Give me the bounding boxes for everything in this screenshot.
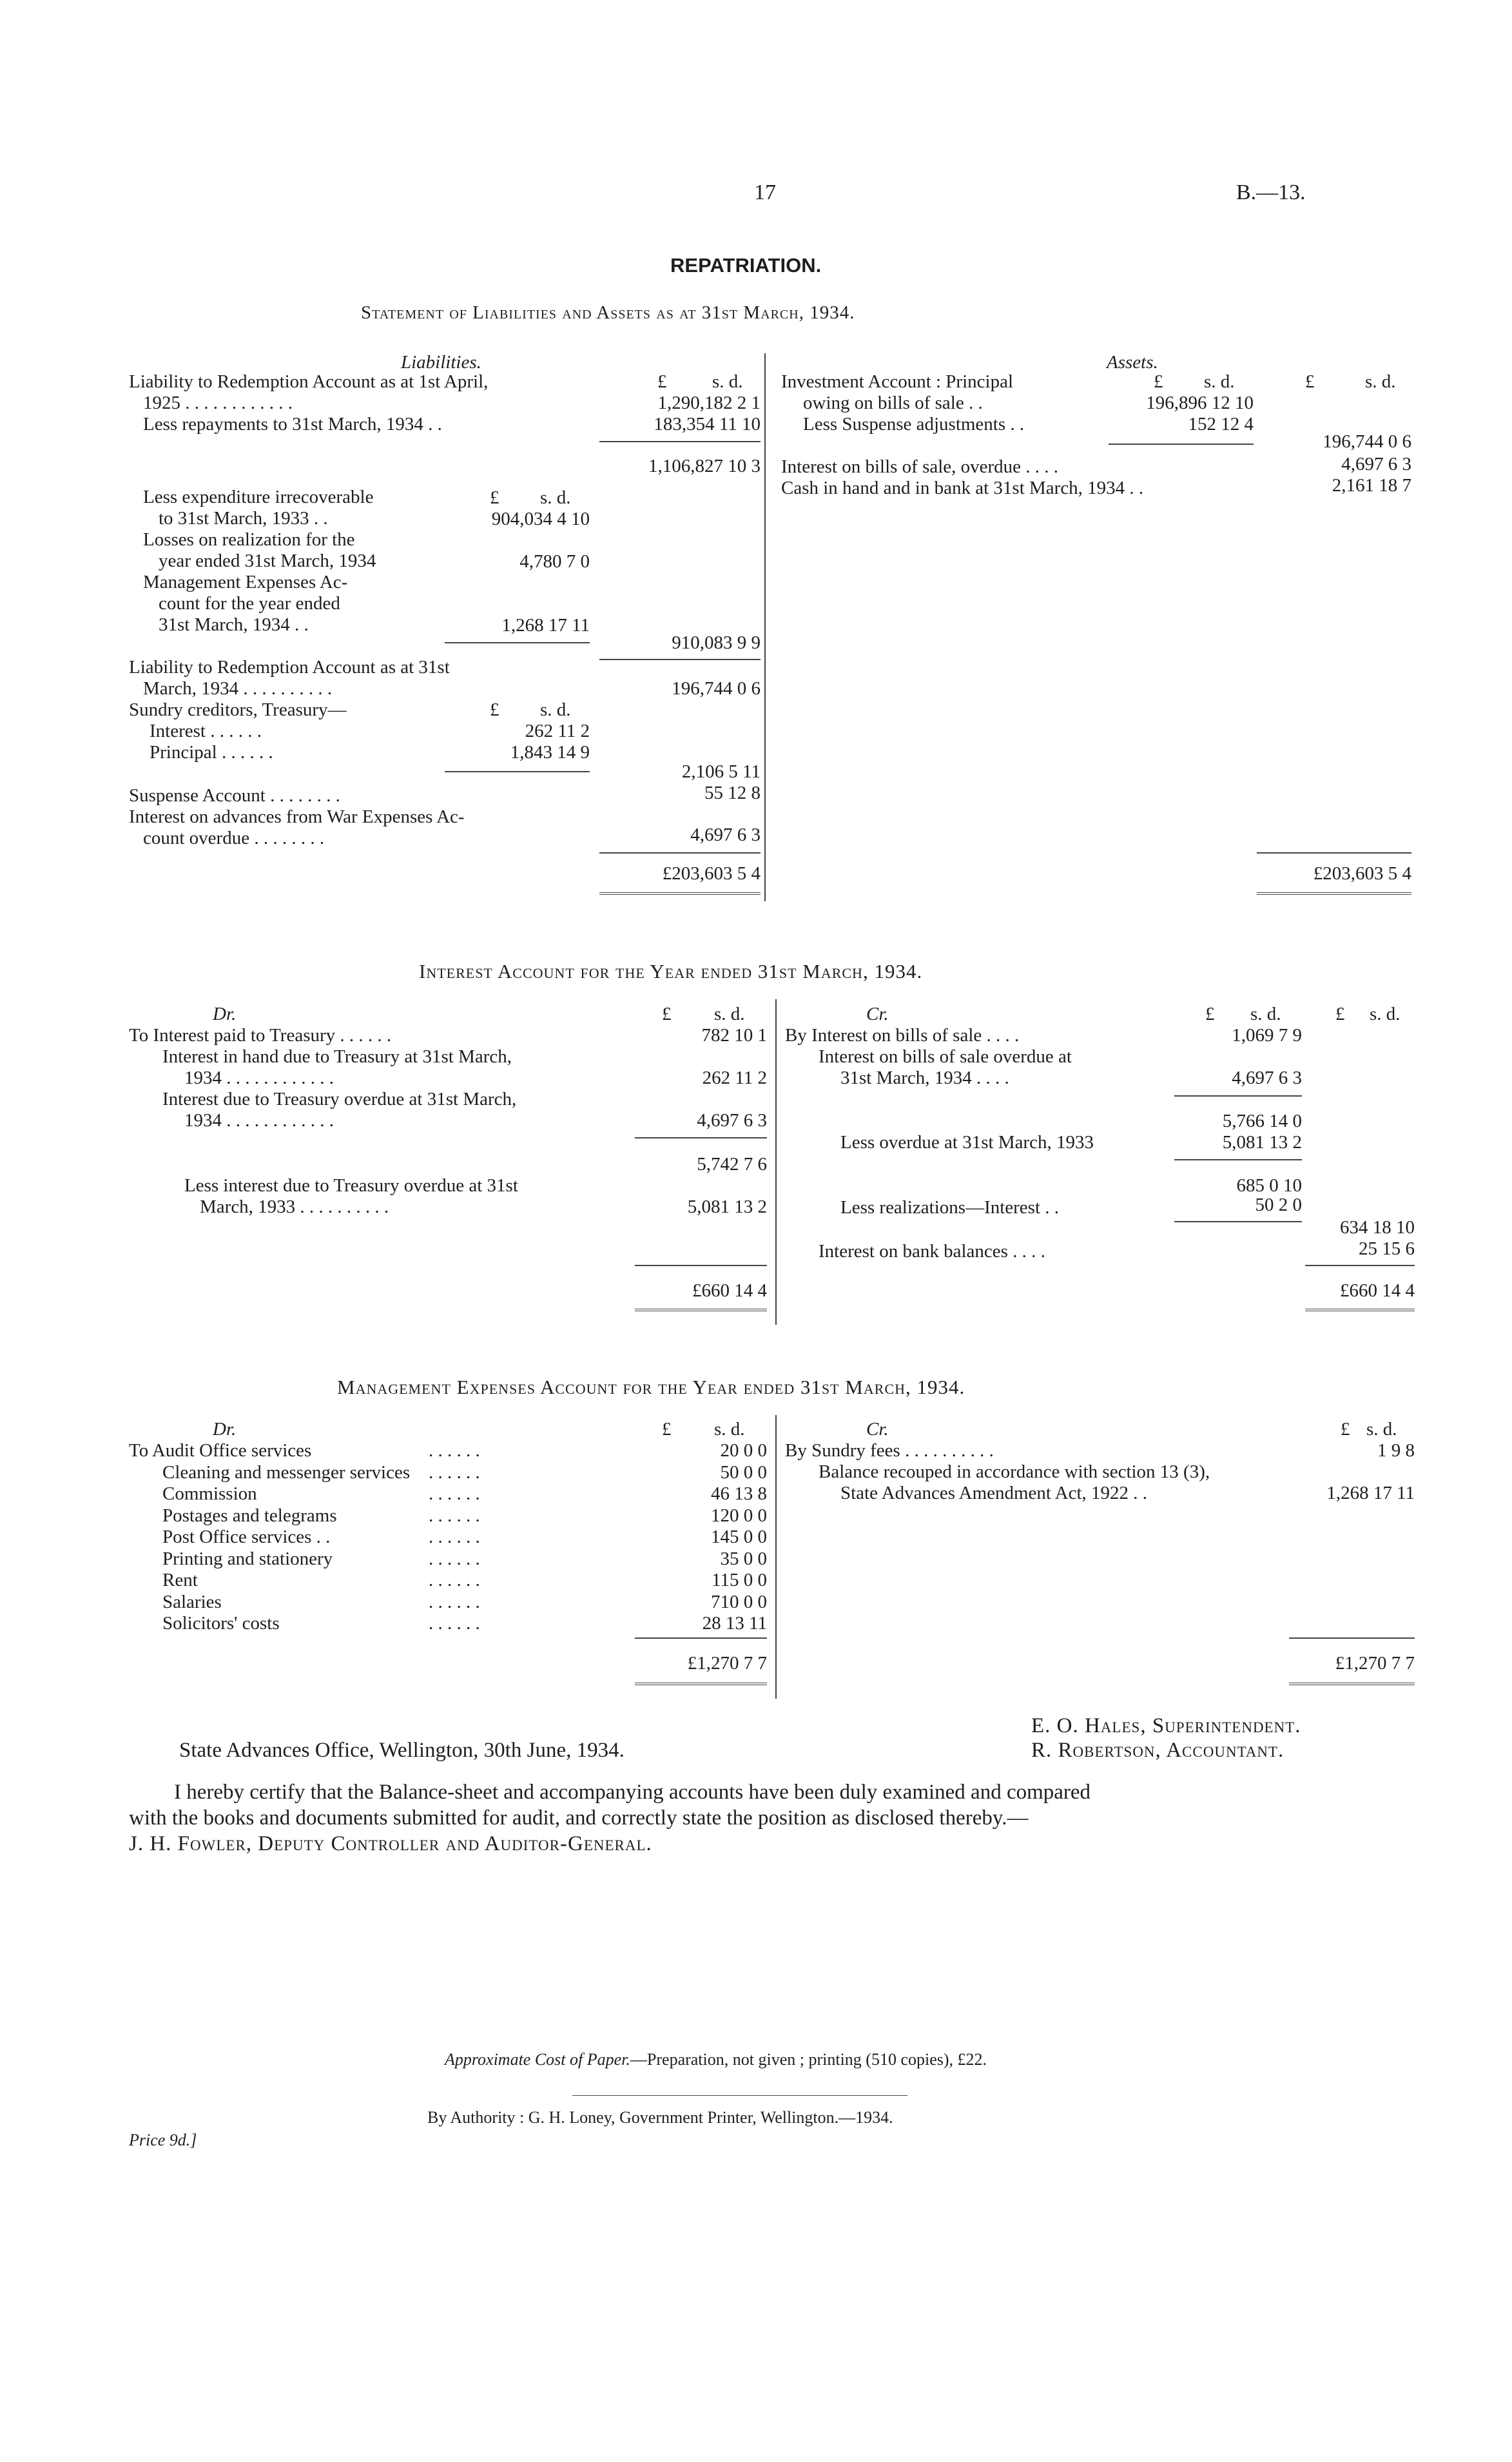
liab-sub-line: year ended 31st March, 1934: [159, 551, 376, 571]
liab-col-pounds: £: [657, 371, 667, 392]
interest-cr-line: By Interest on bills of sale . . . .: [785, 1025, 1020, 1046]
page-number: 17: [754, 181, 776, 204]
liab-line: Suspense Account . . . . . . . .: [129, 785, 340, 806]
interest-dr-value: 5,742 7 6: [697, 1154, 767, 1175]
mgmt-dr-item-value: 710 0 0: [711, 1591, 767, 1612]
interest-dr-pounds: £: [662, 1004, 672, 1024]
liab-value: 196,744 0 6: [672, 678, 761, 699]
asset-value: 196,896 12 10: [1146, 393, 1254, 413]
leader-dots: . . . . . .: [429, 1461, 480, 1483]
liab-value: 1,106,827 10 3: [648, 456, 761, 476]
price-label: Price 9d.]: [129, 2131, 197, 2149]
management-heading: Management Expenses Account for the Year ended 31st March, 1934.: [337, 1376, 965, 1398]
liab-value: 910,083 9 9: [672, 632, 761, 653]
interest-dr-value: 262 11 2: [702, 1068, 767, 1088]
leader-dots: . . . . . .: [429, 1440, 480, 1461]
mgmt-dr-item-label: To Audit Office services: [129, 1440, 312, 1461]
mgmt-dr-item-value: 145 0 0: [711, 1527, 767, 1547]
mgmt-dr-item-value: 28 13 11: [702, 1613, 767, 1634]
liab-value: 2,106 5 11: [681, 761, 761, 782]
liab-line: Less repayments to 31st March, 1934 . .: [143, 414, 442, 435]
liab-sub-value: 1,268 17 11: [501, 615, 590, 636]
cred-value: 262 11 2: [525, 721, 590, 741]
interest-cr-value: 5,081 13 2: [1222, 1132, 1302, 1153]
liab-sub-line: Less expenditure irrecoverable: [143, 487, 374, 507]
liab-line: 1925 . . . . . . . . . . . .: [143, 393, 293, 413]
interest-cr-line: Less overdue at 31st March, 1933: [840, 1132, 1094, 1153]
liab-sub-line: Management Expenses Ac-: [143, 572, 348, 592]
management-divider: [775, 1415, 777, 1699]
interest-dr-line: Interest in hand due to Treasury at 31st March,: [162, 1046, 512, 1067]
liab-sub-pounds: £: [490, 487, 499, 508]
asset-line: Interest on bills of sale, overdue . . . .: [781, 456, 1059, 477]
statement-divider: [764, 353, 766, 901]
cred-value: 1,843 14 9: [510, 742, 590, 763]
asset-value: 152 12 4: [1188, 414, 1254, 435]
certification-line: J. H. Fowler, Deputy Controller and Auditor-General.: [129, 1832, 652, 1855]
interest-dr-label: Dr.: [213, 1004, 237, 1024]
interest-cr-value: 25 15 6: [1359, 1238, 1415, 1259]
liab-total: £203,603 5 4: [662, 863, 761, 884]
liab-value: 1,290,182 2 1: [657, 393, 761, 413]
asset-value: 2,161 18 7: [1332, 475, 1411, 496]
mgmt-dr-item-value: 120 0 0: [711, 1505, 767, 1526]
mgmt-dr-item-label: Printing and stationery: [162, 1548, 333, 1569]
mgmt-dr-item-value: 46 13 8: [711, 1483, 767, 1504]
interest-dr-total: £660 14 4: [692, 1280, 767, 1301]
interest-cr-value: 685 0 10: [1236, 1175, 1302, 1196]
asset-col1-pounds: £: [1154, 371, 1163, 392]
cred-col-sd: s. d.: [540, 699, 571, 720]
liab-sub-line: count for the year ended: [159, 593, 340, 614]
liab-col-sd: s. d.: [712, 371, 743, 392]
mgmt-dr-item-value: 35 0 0: [720, 1548, 767, 1569]
liab-value: 183,354 11 10: [654, 414, 761, 435]
interest-cr-label: Cr.: [866, 1004, 889, 1024]
asset-value: 196,744 0 6: [1323, 431, 1411, 452]
mgmt-dr-pounds: £: [662, 1419, 672, 1440]
interest-dr-value: 4,697 6 3: [697, 1110, 767, 1131]
mgmt-cr-line: By Sundry fees . . . . . . . . . .: [785, 1440, 994, 1461]
asset-line: Investment Account : Principal: [781, 371, 1014, 392]
interest-cr-value: 1,069 7 9: [1232, 1025, 1302, 1046]
mgmt-dr-item-label: Solicitors' costs: [162, 1613, 280, 1634]
interest-cr-pounds2: £: [1335, 1004, 1345, 1024]
cost-text: —Preparation, not given ; printing (510 copies), £22.: [630, 2050, 987, 2069]
mgmt-dr-item-value: 115 0 0: [712, 1570, 767, 1590]
asset-line: owing on bills of sale . .: [803, 393, 983, 413]
mgmt-cr-total: £1,270 7 7: [1335, 1653, 1415, 1674]
cred-col-pounds: £: [490, 699, 499, 720]
interest-heading: Interest Account for the Year ended 31st March, 1934.: [419, 960, 923, 982]
interest-dr-line: 1934 . . . . . . . . . . . .: [184, 1068, 334, 1088]
mgmt-cr-sd: s. d.: [1366, 1419, 1397, 1440]
cost-of-paper: [445, 2050, 987, 2069]
liab-sub-line: to 31st March, 1933 . .: [159, 508, 328, 529]
interest-dr-line: 1934 . . . . . . . . . . . .: [184, 1110, 334, 1131]
interest-cr-line: Interest on bank balances . . . .: [819, 1241, 1045, 1262]
interest-cr-value: 50 2 0: [1255, 1195, 1302, 1215]
interest-cr-line: 31st March, 1934 . . . .: [840, 1068, 1009, 1088]
liab-line: March, 1934 . . . . . . . . . .: [143, 678, 333, 699]
mgmt-dr-label: Dr.: [213, 1419, 237, 1440]
liab-line: Interest . . . . . .: [150, 721, 262, 741]
liab-sub-sd: s. d.: [540, 487, 571, 508]
mgmt-cr-value: 1,268 17 11: [1326, 1483, 1415, 1503]
liab-sub-line: 31st March, 1934 . .: [159, 614, 309, 635]
mgmt-dr-item-label: Rent: [162, 1570, 198, 1590]
liab-value: 55 12 8: [704, 783, 761, 803]
interest-cr-sd2: s. d.: [1370, 1004, 1401, 1024]
mgmt-cr-label: Cr.: [866, 1419, 889, 1440]
superintendent-signature: E. O. Hales, Superintendent.: [1031, 1714, 1301, 1737]
liab-line: Liability to Redemption Account as at 1st April,: [129, 371, 489, 392]
interest-cr-total: £660 14 4: [1340, 1280, 1415, 1301]
leader-dots: . . . . . .: [429, 1483, 480, 1504]
mgmt-cr-line: State Advances Amendment Act, 1922 . .: [840, 1483, 1148, 1503]
interest-cr-pounds1: £: [1205, 1004, 1215, 1024]
leader-dots: . . . . . .: [429, 1505, 480, 1526]
liab-line: Interest on advances from War Expenses Ac-: [129, 806, 465, 827]
asset-col2-sd: s. d.: [1365, 371, 1396, 392]
asset-col1-sd: s. d.: [1204, 371, 1235, 392]
leader-dots: . . . . . .: [429, 1591, 480, 1612]
interest-dr-sd: s. d.: [714, 1004, 745, 1024]
interest-cr-sd1: s. d.: [1250, 1004, 1281, 1024]
mgmt-dr-sd: s. d.: [714, 1419, 745, 1440]
asset-line: Cash in hand and in bank at 31st March, 1934 . .: [781, 478, 1144, 498]
liab-line: count overdue . . . . . . . .: [143, 828, 325, 848]
mgmt-dr-item-label: Salaries: [162, 1591, 222, 1612]
interest-dr-value: 5,081 13 2: [687, 1197, 767, 1217]
certification-line: I hereby certify that the Balance-sheet and accompanying accounts have been duly examined and compared: [174, 1781, 1091, 1804]
liab-line: Liability to Redemption Account as at 31st: [129, 657, 450, 678]
liab-value: 4,697 6 3: [690, 825, 761, 845]
liab-line: Sundry creditors, Treasury—: [129, 699, 347, 720]
statement-heading: Statement of Liabilities and Assets as at 31st March, 1934.: [361, 302, 855, 323]
leader-dots: . . . . . .: [429, 1613, 480, 1634]
liab-sub-value: 904,034 4 10: [491, 509, 590, 529]
accountant-signature: R. Robertson, Accountant.: [1031, 1739, 1284, 1762]
interest-dr-line: Less interest due to Treasury overdue at 31st: [184, 1175, 518, 1196]
asset-total: £203,603 5 4: [1313, 863, 1411, 884]
mgmt-cr-line: Balance recouped in accordance with section 13 (3),: [819, 1461, 1210, 1482]
liab-line: Principal . . . . . .: [150, 742, 273, 763]
page-reference: B.—13.: [1236, 181, 1306, 204]
asset-value: 4,697 6 3: [1341, 454, 1411, 474]
interest-cr-line: Interest on bills of sale overdue at: [819, 1046, 1072, 1067]
cost-label: Approximate Cost of Paper.: [445, 2050, 630, 2069]
mgmt-dr-total: £1,270 7 7: [687, 1653, 767, 1674]
assets-heading: Assets.: [1107, 352, 1158, 373]
interest-cr-value: 634 18 10: [1340, 1217, 1415, 1238]
interest-dr-line: To Interest paid to Treasury . . . . . .: [129, 1025, 392, 1046]
page-title: REPATRIATION.: [670, 254, 822, 277]
asset-line: Less Suspense adjustments . .: [803, 414, 1025, 435]
leader-dots: . . . . . .: [429, 1548, 480, 1569]
liab-sub-value: 4,780 7 0: [519, 551, 590, 572]
mgmt-dr-item-label: Post Office services . .: [162, 1527, 331, 1547]
interest-dr-value: 782 10 1: [701, 1025, 767, 1046]
asset-col2-pounds: £: [1305, 371, 1315, 392]
interest-divider: [775, 999, 777, 1325]
mgmt-dr-item-value: 50 0 0: [720, 1461, 767, 1483]
liab-sub-line: Losses on realization for the: [143, 529, 355, 550]
interest-cr-line: Less realizations—Interest . .: [840, 1197, 1060, 1218]
leader-dots: . . . . . .: [429, 1570, 480, 1590]
mgmt-dr-item-label: Commission: [162, 1483, 257, 1504]
office-date: State Advances Office, Wellington, 30th June, 1934.: [179, 1739, 625, 1762]
mgmt-dr-item-value: 20 0 0: [720, 1440, 767, 1461]
interest-cr-value: 5,766 14 0: [1222, 1111, 1302, 1131]
certification-line: with the books and documents submitted for audit, and correctly state the position as disclosed thereby.—: [129, 1806, 1029, 1830]
authority-line: By Authority : G. H. Loney, Government Printer, Wellington.—1934.: [427, 2108, 893, 2127]
liabilities-heading: Liabilities.: [401, 352, 481, 373]
interest-dr-line: March, 1933 . . . . . . . . . .: [200, 1197, 389, 1217]
mgmt-dr-item-label: Cleaning and messenger services: [162, 1461, 411, 1483]
interest-cr-value: 4,697 6 3: [1232, 1068, 1302, 1088]
leader-dots: . . . . . .: [429, 1527, 480, 1547]
interest-dr-line: Interest due to Treasury overdue at 31st March,: [162, 1089, 517, 1109]
mgmt-cr-value: 1 9 8: [1377, 1440, 1415, 1461]
mgmt-dr-item-label: Postages and telegrams: [162, 1505, 337, 1526]
mgmt-cr-pounds: £: [1341, 1419, 1350, 1440]
